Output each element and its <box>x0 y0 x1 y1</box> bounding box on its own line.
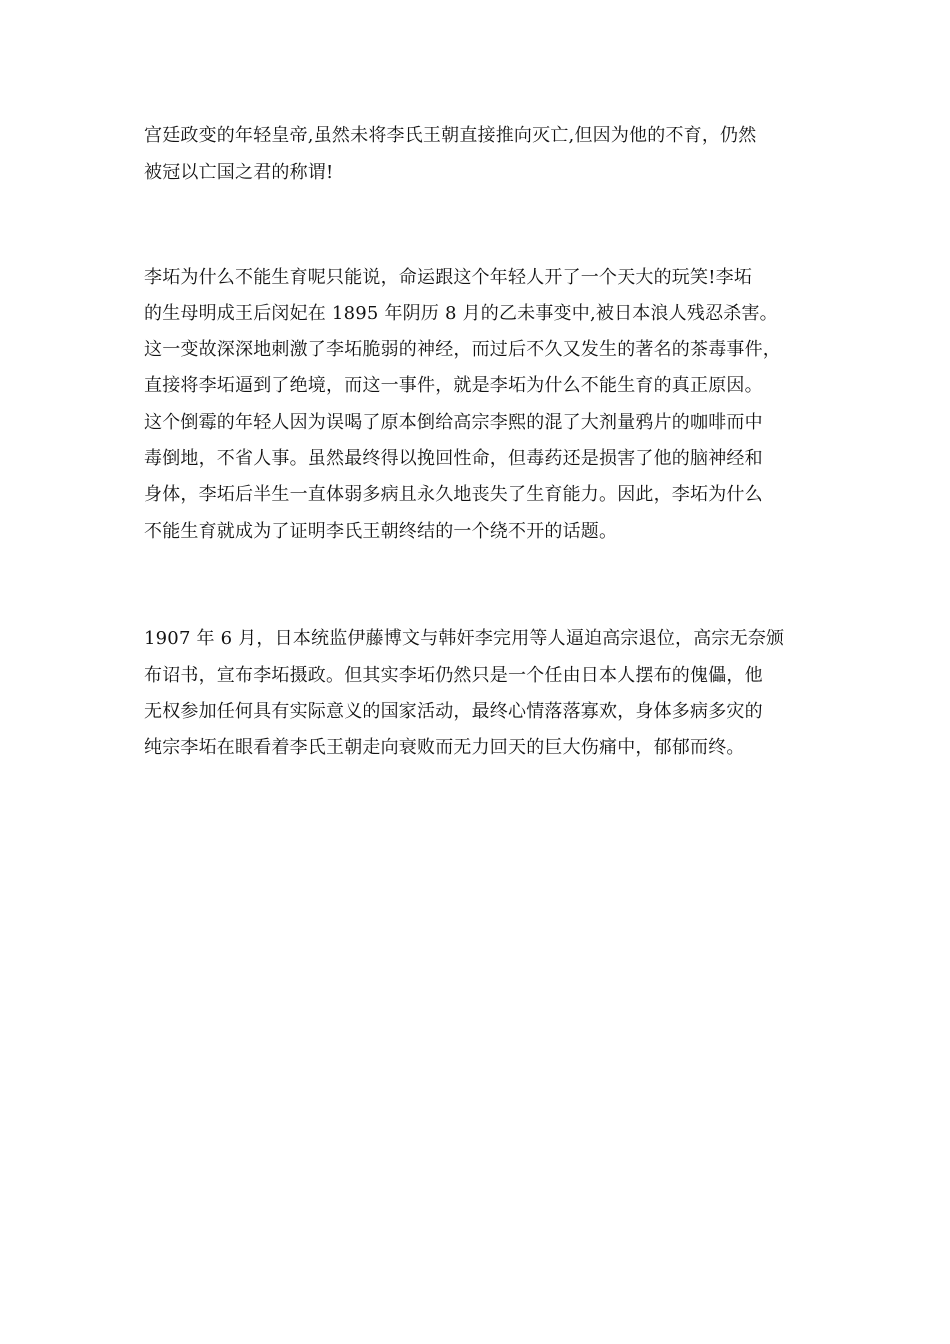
paragraph-3-line-3: 无权参加任何具有实际意义的国家活动，最终心情落落寡欢，身体多病多灾的 <box>144 701 763 722</box>
paragraph-2-line-3: 这一变故深深地刺激了李坧脆弱的神经，而过后不久又发生的著名的茶毒事件， <box>144 339 781 360</box>
paragraph-2-line-8: 不能生育就成为了证明李氏王朝终结的一个绕不开的话题。 <box>144 521 618 542</box>
paragraph-3-line-1: 1907 年 6 月，日本统监伊藤博文与韩奸李完用等人逼迫高宗退位，高宗无奈颁 <box>144 628 785 649</box>
paragraph-3-line-4: 纯宗李坧在眼看着李氏王朝走向衰败而无力回天的巨大伤痛中，郁郁而终。 <box>144 737 745 758</box>
paragraph-2-line-2: 的生母明成王后闵妃在 1895 年阴历 8 月的乙未事变中,被日本浪人残忍杀害。 <box>144 303 778 324</box>
paragraph-2-line-7: 身体，李坧后半生一直体弱多病且永久地丧失了生育能力。因此，李坧为什么 <box>144 484 763 505</box>
paragraph-2-line-4: 直接将李坧逼到了绝境，而这一事件，就是李坧为什么不能生育的真正原因。 <box>144 375 763 396</box>
paragraph-1-line-1: 宫廷政变的年轻皇帝,虽然未将李氏王朝直接推向灭亡,但因为他的不育，仍然 <box>144 125 757 146</box>
paragraph-2-line-6: 毒倒地，不省人事。虽然最终得以挽回性命，但毒药还是损害了他的脑神经和 <box>144 448 763 469</box>
paragraph-3-line-2: 布诏书，宣布李坧摄政。但其实李坧仍然只是一个任由日本人摆布的傀儡，他 <box>144 665 763 686</box>
paragraph-2-line-1: 李坧为什么不能生育呢只能说，命运跟这个年轻人开了一个天大的玩笑!李坧 <box>144 267 753 288</box>
paragraph-2-line-5: 这个倒霉的年轻人因为误喝了原本倒给高宗李熙的混了大剂量鸦片的咖啡而中 <box>144 412 763 433</box>
paragraph-1-line-2: 被冠以亡国之君的称谓! <box>144 162 334 183</box>
